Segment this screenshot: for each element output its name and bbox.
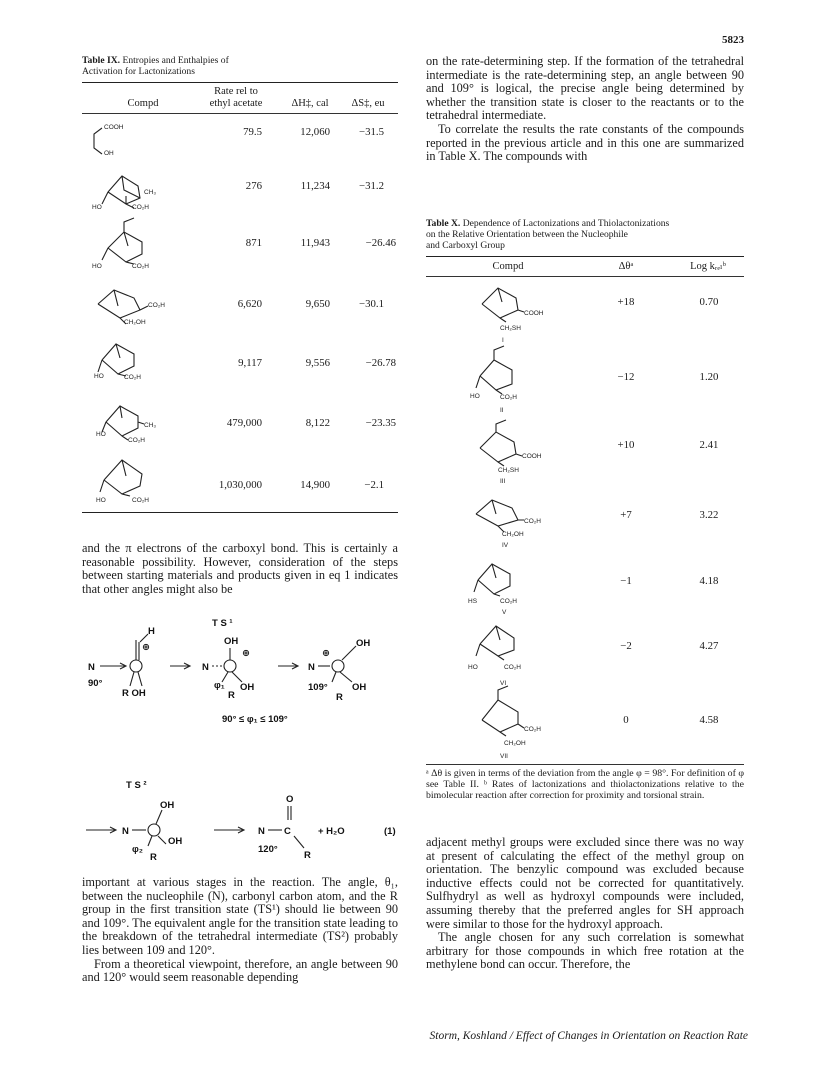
right-paragraph-3 [426, 836, 744, 972]
table10-struct-IV-label: IV [502, 542, 509, 549]
table10-row2-dtheta: −12 [617, 371, 635, 383]
table10-head-rule [426, 276, 744, 277]
table9-struct-1-cooh: COOH [104, 124, 124, 131]
scheme-carbon-4 [148, 824, 160, 836]
table10-row4-log: 3.22 [699, 509, 719, 521]
table10-struct-I-s2: CH₂SH [500, 325, 521, 332]
table9-struct-7-co: CO₂H [132, 497, 149, 504]
table9-head-rate-line2: ethyl acetate [209, 98, 263, 109]
scheme-n-4: N [122, 826, 129, 837]
table9-row7-rate: 1,030,000 [218, 479, 262, 491]
table9-struct-2-me: CH₃ [144, 189, 157, 196]
table9-struct-3-co: CO₂H [132, 263, 149, 270]
table10-top-rule [426, 256, 744, 257]
table9-row1-ds: −31.5 [359, 126, 384, 138]
table10-head-compd: Compd [492, 261, 524, 272]
scheme-oh-2b: OH [240, 682, 255, 693]
table9-head-compd: Compd [127, 98, 159, 109]
table10-struct-II-label: II [500, 407, 504, 414]
table9-structures [82, 114, 222, 510]
table10-row2-log: 1.20 [699, 371, 719, 383]
table9-row4-dh: 9,650 [305, 298, 330, 310]
table9-row4-rate: 6,620 [237, 298, 262, 310]
table10-struct-V [468, 564, 517, 616]
table10-struct-II [470, 346, 517, 414]
table9-struct-3-ho: HO [92, 263, 102, 270]
table10-row1-dtheta: +18 [617, 296, 635, 308]
table10-struct-II-s2: CO₂H [500, 394, 517, 401]
scheme-ts1: T S ¹ [212, 618, 233, 629]
scheme-phi2: φ₂ [132, 844, 144, 855]
table10-struct-III-label: III [500, 478, 506, 485]
table9-row7-dh: 14,900 [300, 479, 330, 491]
table9-row5-rate: 9,117 [238, 357, 262, 369]
table9-caption-label: Table IX. [82, 55, 121, 66]
table9-struct-6-me: CH₃ [144, 422, 157, 429]
table10-caption-line1: Dependence of Lactonizations and Thiolactonizations [462, 218, 670, 229]
right-paragraph-1-text: on the rate-determining step. If the formation of the tetrahedral intermediate is the rate-determining step, an angle between 90 and 109° is logical, the precise angle being determined by whether the transition state is closer to the reactants or to the tetrahedral intermediate. [426, 54, 744, 123]
table9-struct-2-co: CO₂H [132, 204, 149, 211]
table10-caption-label: Table X. [426, 218, 461, 229]
scheme-120: 120° [258, 844, 278, 855]
scheme-wedge-1 [130, 672, 142, 686]
table10-struct-V-s2: CO₂H [500, 598, 517, 605]
scheme-arrow-3 [86, 827, 116, 833]
scheme-plus-1: ⊕ [142, 642, 150, 653]
table10-struct-I-s1: COOH [524, 310, 544, 317]
scheme-carbonyl-1 [130, 660, 142, 672]
table10-row3-log: 2.41 [699, 439, 719, 451]
table10-struct-VII [482, 686, 541, 760]
table10-footnote: ᵃ Δθ is given in terms of the deviation from the angle φ = 98°. For definition of φ see Table II. ᵇ Rates of lactonizations and thiolactonizations relative to the bimolecular reaction after correction for proximity and torsional strain. [426, 768, 744, 801]
scheme-oh-4b: OH [168, 836, 183, 847]
scheme-c-5: C [284, 826, 291, 837]
scheme-arrow-1 [170, 663, 190, 669]
table9-caption-line1: Entropies and Enthalpies of [122, 55, 229, 66]
table9-head-rate [196, 86, 276, 110]
reaction-scheme [82, 612, 412, 864]
running-footer: Storm, Koshland / Effect of Changes in Orientation on Reaction Rate [429, 1030, 748, 1042]
right-paragraph-1 [426, 55, 744, 164]
left-paragraph-1 [82, 542, 398, 596]
table9-row3-rate: 871 [245, 237, 262, 249]
table9-struct-4 [98, 290, 165, 326]
table9-struct-6 [96, 406, 156, 444]
table10-struct-V-label: V [502, 609, 507, 616]
table10-row5-dtheta: −1 [620, 575, 632, 587]
table9-struct-5 [94, 344, 141, 381]
table9-row6-ds: −23.35 [365, 417, 396, 429]
table10-caption-line2: on the Relative Orientation between the Nucleophile [426, 229, 628, 240]
table10-caption [426, 218, 746, 251]
table9-row2-ds: −31.2 [359, 180, 384, 192]
table9-row5-dh: 9,556 [305, 357, 330, 369]
scheme-r-2: R [228, 690, 235, 701]
table10-caption-line3: and Carboxyl Group [426, 240, 505, 251]
table10-struct-VI [468, 626, 521, 687]
table9-struct-7 [96, 460, 149, 504]
table10-row4-dtheta: +7 [620, 509, 632, 521]
table10-struct-VI-label: VI [500, 680, 507, 687]
scheme-plus-3: ⊕ [322, 648, 330, 659]
scheme-n-2: N [202, 662, 209, 673]
left-paragraph-2-text: important at various stages in the reaction. The angle, θ₁, between the nucleophile (N), carbonyl carbon atom, and the R group in the first transition state (TS¹) should lie between 90 and 109°. The equivalent angle for the transition state leading to the breakdown of the tetrahedral intermediate (TS²) probably lies between 109 and 120°. [82, 875, 398, 957]
table9-row3-ds: −26.46 [365, 237, 396, 249]
scheme-phi1: φ₁ [214, 680, 225, 691]
table9-row4-ds: −30.1 [359, 298, 384, 310]
table9-row1-dh: 12,060 [300, 126, 330, 138]
table9-head-rate-line1: Rate rel to [214, 86, 258, 97]
table10-row7-log: 4.58 [699, 714, 719, 726]
page-number: 5823 [722, 34, 744, 46]
right-paragraph-4-text: The angle chosen for any such correlation is somewhat arbitrary for those compounds in which free rotation at the methylene bond can occur. Therefore, the [426, 930, 744, 972]
table10-row6-log: 4.27 [699, 640, 719, 652]
table10-struct-III [480, 420, 542, 485]
table9-bottom-rule [82, 512, 398, 513]
scheme-109: 109° [308, 682, 328, 693]
table10-bottom-rule [426, 764, 744, 765]
scheme-wedge-3 [332, 672, 352, 682]
scheme-wedge-2 [222, 672, 242, 682]
scheme-oh-2: OH [224, 636, 239, 647]
table10-row7-dtheta: 0 [623, 714, 629, 726]
scheme-n-3: N [308, 662, 315, 673]
table10-struct-IV-s1: CO₂H [524, 518, 541, 525]
table9-caption-line2: Activation for Lactonizations [82, 66, 195, 77]
scheme-90: 90° [88, 678, 103, 689]
scheme-bond-4b [156, 810, 162, 824]
table10-row3-dtheta: +10 [617, 439, 635, 451]
scheme-eq-number: (1) [384, 826, 396, 837]
table9-struct-6-ho: HO [96, 431, 106, 438]
scheme-r-5: R [304, 850, 311, 861]
table9-struct-7-ho: HO [96, 497, 106, 504]
table9-caption [82, 55, 382, 77]
scheme-n-1: N [88, 662, 95, 673]
scheme-carbon-3 [332, 660, 344, 672]
scheme-oh-3: OH [356, 638, 371, 649]
table10-struct-III-s1: COOH [522, 453, 542, 460]
table9-row2-rate: 276 [245, 180, 262, 192]
table10-struct-IV-s2: CH₂OH [502, 531, 524, 538]
table9-head-ds: ΔS‡, eu [351, 98, 385, 109]
table9-row3-dh: 11,943 [300, 237, 330, 249]
table10-struct-V-s1: HS [468, 598, 478, 605]
table9-struct-5-co: CO₂H [124, 374, 141, 381]
scheme-plus-2: ⊕ [242, 648, 250, 659]
scheme-inequality: 90° ≤ φ₁ ≤ 109° [222, 714, 288, 725]
scheme-oh-3b: OH [352, 682, 367, 693]
table9-struct-3 [92, 218, 149, 270]
scheme-roh: R OH [122, 688, 146, 699]
scheme-bond-5b [294, 836, 304, 848]
table9-struct-4-ch: CH₂OH [124, 319, 146, 326]
table9-row2-dh: 11,234 [300, 180, 330, 192]
scheme-n-5: N [258, 826, 265, 837]
table9-struct-2-ho: HO [92, 204, 102, 211]
table9-struct-5-ho: HO [94, 373, 104, 380]
left-paragraph-1-text: and the π electrons of the carboxyl bond. This is certainly a reasonable possibility. However, consideration of the steps between starting materials and products given in eq 1 indicates that other angles might also be [82, 541, 398, 596]
table9-struct-6-co: CO₂H [128, 437, 145, 444]
right-paragraph-3-text: adjacent methyl groups were excluded since there was no way at present of calculating the effect of the methyl group on orientation. The benzylic compound was excluded because inductive effects could not be corrected for quantitatively. Sulfhydryl as well as hydroxyl compounds were included, assuming thereby that the preferred angles for SH approach were similar to those for the hydroxyl approach. [426, 835, 744, 931]
scheme-arrow-4 [214, 827, 244, 833]
table9-row5-ds: −26.78 [365, 357, 396, 369]
scheme-h: H [148, 626, 155, 637]
left-paragraph-3-text: From a theoretical viewpoint, therefore, an angle between 90 and 120° would seem reasonable depending [82, 956, 398, 985]
table10-struct-IV [476, 500, 541, 549]
table9-row7-ds: −2.1 [364, 479, 384, 491]
table9-head-dh: ΔH‡, cal [291, 98, 329, 109]
table10-row1-log: 0.70 [699, 296, 719, 308]
table10-struct-II-s1: HO [470, 393, 480, 400]
table10-struct-VI-s2: CO₂H [504, 664, 521, 671]
table10-row6-dtheta: −2 [620, 640, 632, 652]
table9-row1-rate: 79.5 [243, 126, 262, 138]
table10-struct-III-s2: CH₂SH [498, 467, 519, 474]
table10-struct-I-label: I [502, 337, 504, 344]
table10-head-log: Log kᵣₑₗᵇ [690, 261, 726, 272]
scheme-double-bond [288, 806, 291, 820]
scheme-o: O [286, 794, 294, 805]
table10-row5-log: 4.18 [699, 575, 719, 587]
table9-struct-1 [94, 124, 124, 157]
table10-struct-I [482, 288, 544, 344]
table10-struct-VII-s1: CO₂H [524, 726, 541, 733]
table10-struct-VII-s2: CH₂OH [504, 740, 526, 747]
table10-head-dtheta: Δθᵃ [618, 261, 634, 272]
table9-row6-dh: 8,122 [305, 417, 330, 429]
table10-struct-VII-label: VII [500, 753, 508, 760]
right-paragraph-2-text: To correlate the results the rate constants of the compounds reported in the previous article and in this one are summarized in Table X. The compounds with [426, 121, 744, 164]
scheme-water: + H₂O [318, 826, 345, 837]
table10-struct-VI-s1: HO [468, 664, 478, 671]
table9-struct-4-co: CO₂H [148, 302, 165, 309]
table9-struct-2 [92, 176, 156, 211]
table9-top-rule [82, 82, 398, 83]
table10-structures [460, 280, 600, 764]
left-paragraph-2 [82, 876, 398, 985]
scheme-r-4: R [150, 852, 157, 863]
scheme-arrow-2 [278, 663, 298, 669]
scheme-wedge-4 [148, 836, 166, 846]
scheme-r-3: R [336, 692, 343, 703]
table9-struct-1-oh: OH [104, 150, 114, 157]
scheme-bond-3b [342, 646, 356, 660]
scheme-oh-4: OH [160, 800, 175, 811]
scheme-ts2: T S ² [126, 780, 147, 791]
table9-row6-rate: 479,000 [226, 417, 262, 429]
scheme-carbonyl-2 [224, 660, 236, 672]
